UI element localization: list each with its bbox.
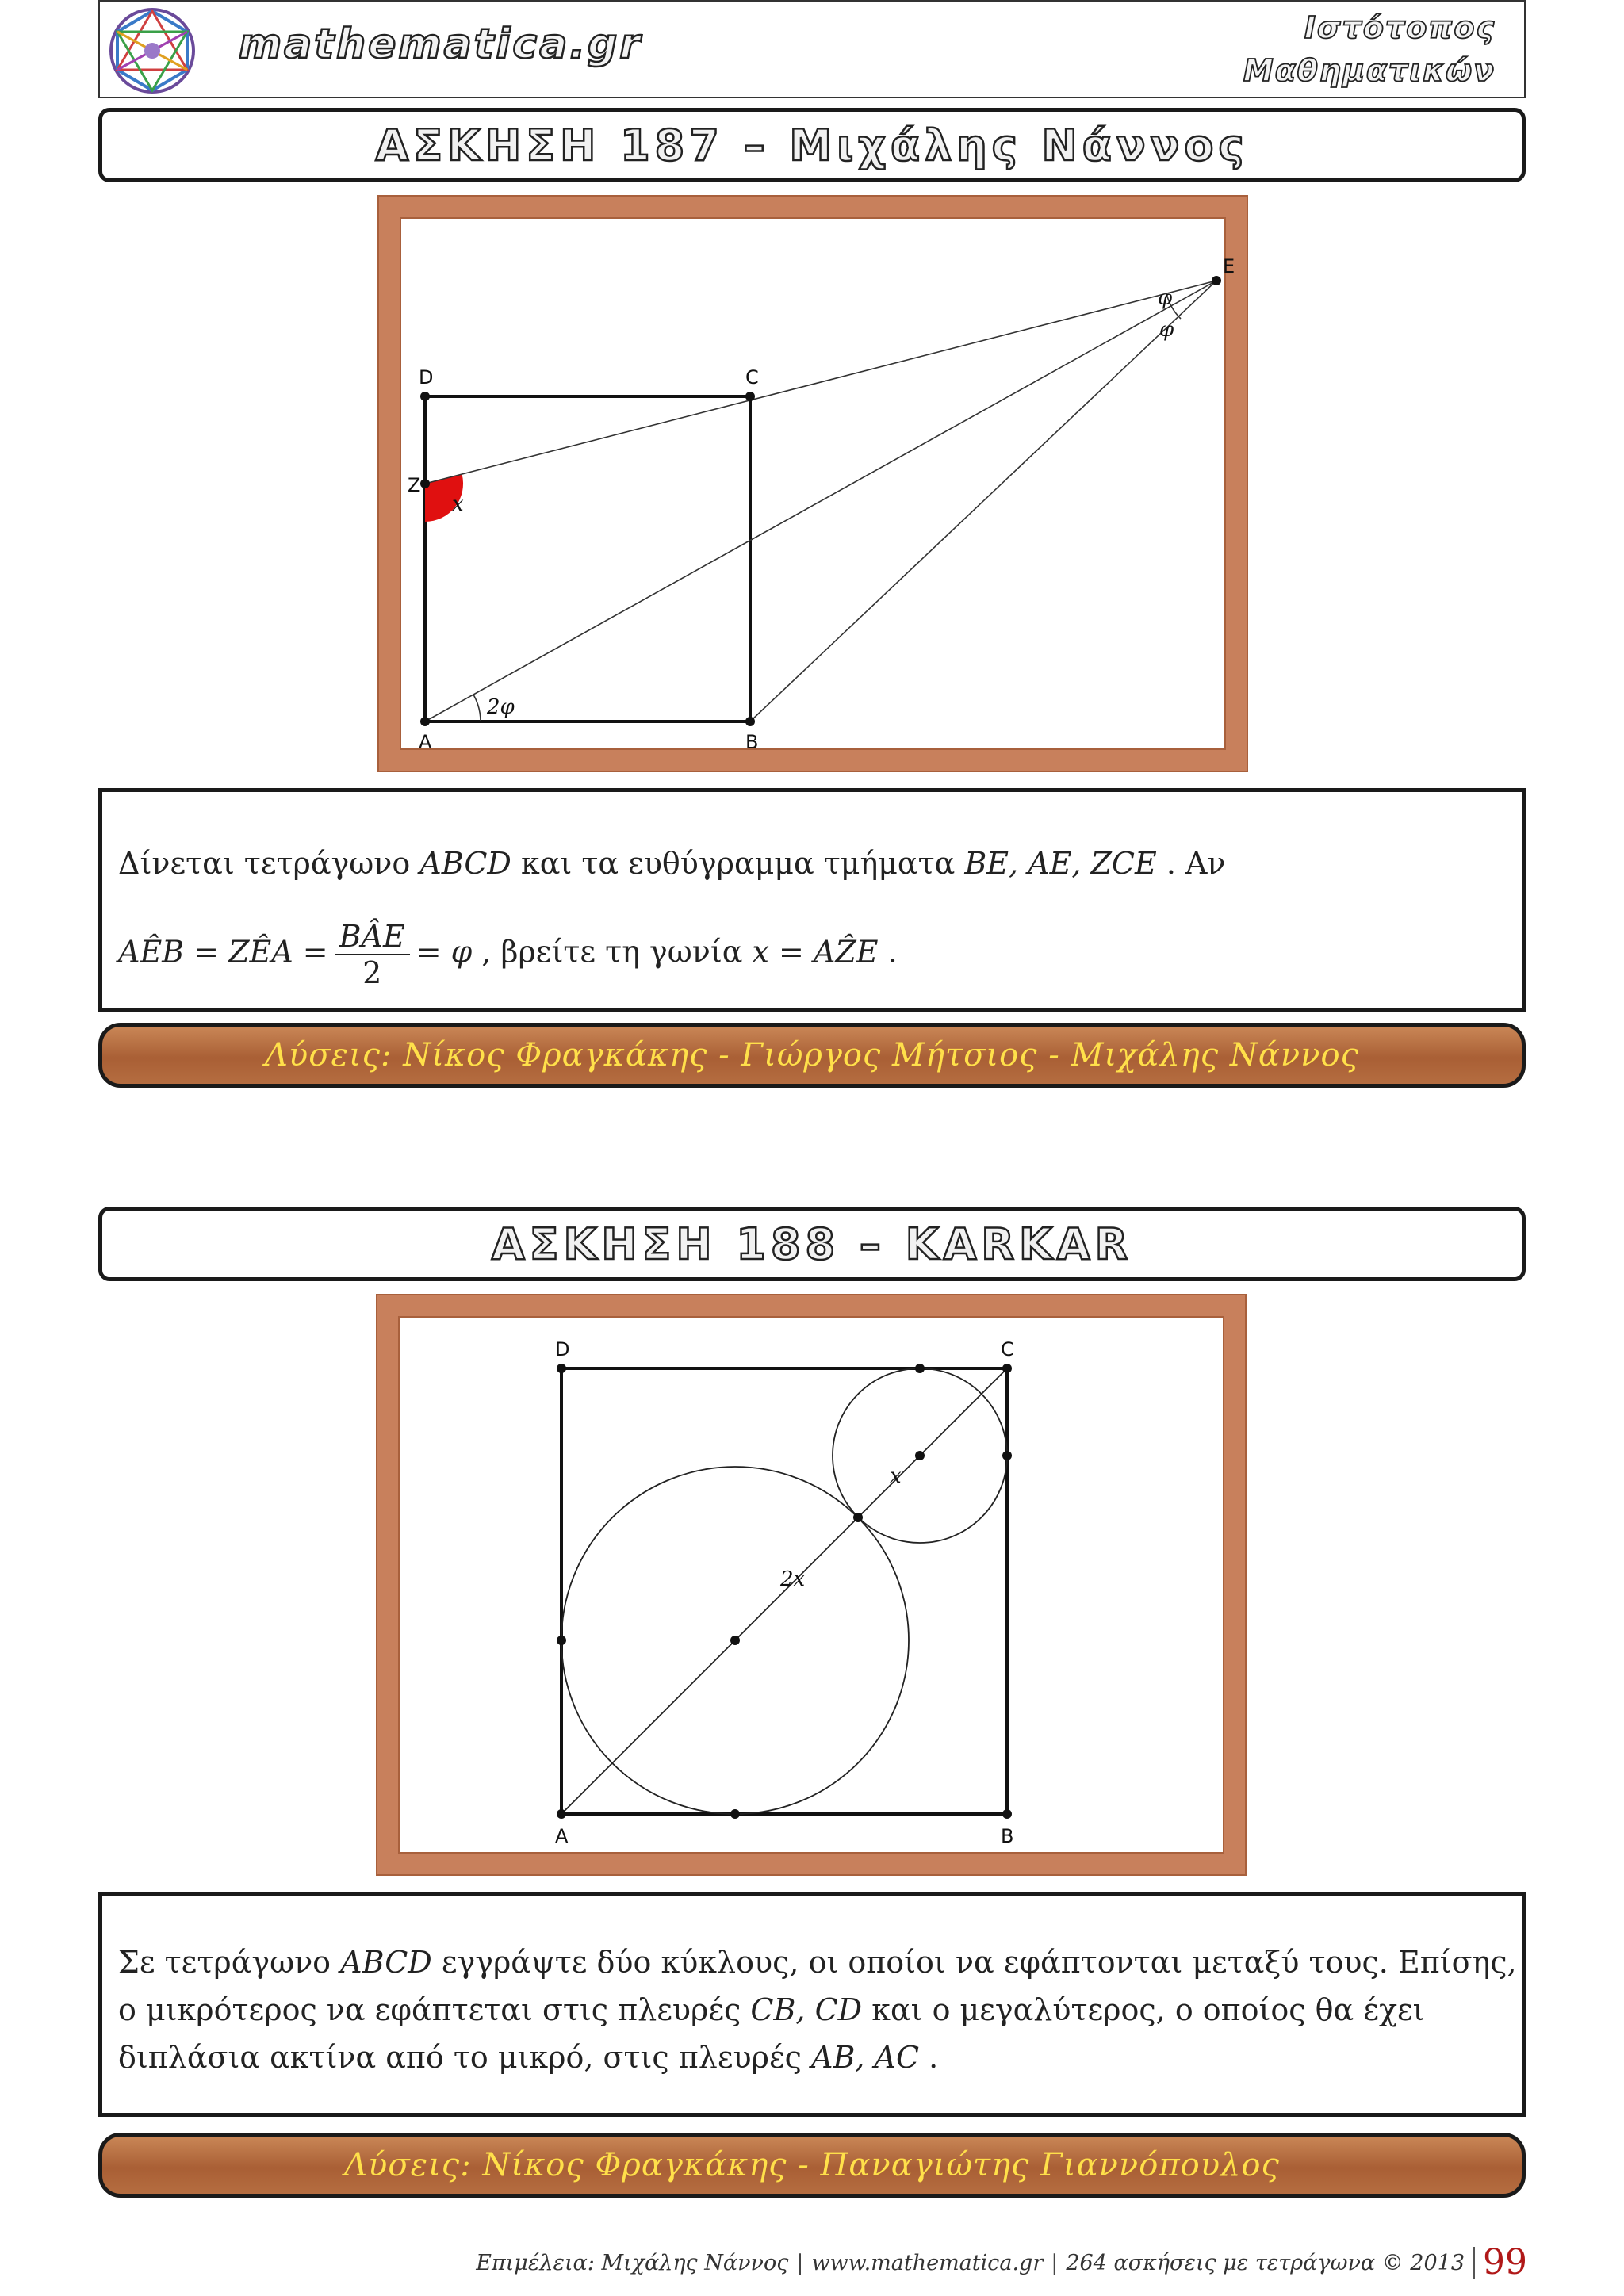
exercise-188-line2: [118, 1992, 1425, 2027]
tangency-point: [853, 1513, 863, 1522]
label-d: D: [555, 1338, 570, 1360]
exercise-187-solutions: Λύσεις: Νίκος Φραγκάκης - Γιώργος Μήτσιος - Μιχάλης Νάννος: [265, 1037, 1359, 1073]
footer-separator: |: [1051, 2250, 1059, 2275]
page-footer: [476, 2242, 1527, 2283]
angle-2phi-arc: [473, 695, 481, 721]
site-title-line1: Ιστότοπος: [1304, 10, 1496, 45]
diagonal-ac: [561, 1368, 1007, 1814]
exercise-188-title: ΑΣΚΗΣΗ 188 – KARKAR: [491, 1219, 1133, 1269]
footer-separator: |: [796, 2250, 804, 2275]
math-angle-equation: AÊB = ZÊA =: [118, 934, 328, 970]
text-fragment: Σε τετράγωνο: [118, 1945, 341, 1980]
text-fragment: . Αν: [1156, 846, 1226, 881]
math-phi: = φ: [416, 934, 473, 970]
math-sides: AB, AC: [811, 2040, 920, 2075]
site-title-line2: Μαθηματικών: [1243, 53, 1496, 88]
point-z: [420, 479, 430, 488]
label-phi-1: φ: [1158, 286, 1173, 310]
mathematica-logo-icon: [100, 2, 203, 100]
label-x: x: [452, 492, 464, 516]
text-fragment: .: [919, 2040, 939, 2075]
text-fragment: και τα ευθύγραμμα τμήματα: [511, 846, 965, 881]
exercise-188-line3: [118, 2040, 938, 2075]
math-segments: BE, AE, ZCE: [964, 846, 1157, 881]
exercise-187-line2: [118, 919, 898, 990]
text-fragment: , βρείτε τη γωνία: [472, 934, 753, 970]
point-d: [420, 392, 430, 401]
label-b: B: [745, 731, 759, 753]
label-c: C: [745, 366, 759, 388]
label-c: C: [1001, 1338, 1014, 1360]
label-b: B: [1001, 1825, 1014, 1847]
center-small: [915, 1451, 925, 1460]
exercise-188-title-box: [98, 1207, 1526, 1281]
text-fragment: .: [878, 934, 898, 970]
text-fragment: και ο μεγαλύτερος, ο οποίος θα έχει: [862, 1992, 1425, 2027]
point-b: [745, 717, 755, 726]
site-title: [1243, 6, 1496, 92]
exercise-188-diagram: [398, 1316, 1224, 1854]
text-fragment: εγγράψτε δύο κύκλους, οι οποίοι να εφάπτονται μεταξύ τους. Επίσης,: [431, 1945, 1517, 1980]
tangent-point-ad: [557, 1636, 566, 1645]
tangent-point-ab: [730, 1809, 740, 1819]
fraction-numerator: BÂE: [335, 919, 410, 955]
exercise-188-statement: [98, 1892, 1526, 2117]
math-target-angle: x = AẐE: [752, 934, 879, 970]
label-x: x: [890, 1464, 902, 1488]
segment-zce: [425, 281, 1216, 484]
point-b: [1002, 1809, 1012, 1819]
exercise-187-title-box: [98, 108, 1526, 182]
angle-phi-arc-2: [1171, 306, 1181, 319]
exercise-188-line1: [118, 1945, 1517, 1980]
label-a: A: [555, 1825, 569, 1847]
footer-site-link[interactable]: www.mathematica.gr: [811, 2250, 1044, 2275]
exercise-188-solutions-bar: [98, 2133, 1526, 2198]
exercise-187-diagram: [400, 217, 1235, 753]
exercise-188-figure: [377, 1295, 1245, 1874]
math-square-name: ABCD: [340, 1945, 432, 1980]
square-abcd: [425, 396, 750, 721]
exercise-187-title: ΑΣΚΗΣΗ 187 – Μιχάλης Νάννος: [375, 120, 1249, 170]
label-d: D: [419, 366, 434, 388]
point-d: [557, 1364, 566, 1373]
point-a: [557, 1809, 566, 1819]
point-a: [420, 717, 430, 726]
center-large: [730, 1636, 740, 1645]
label-phi-2: φ: [1159, 318, 1174, 342]
point-e: [1212, 276, 1221, 285]
text-fragment: ο μικρότερος να εφάπτεται στις πλευρές: [118, 1992, 751, 2027]
text-fragment: διπλάσια ακτίνα από το μικρό, στις πλευρές: [118, 2040, 811, 2075]
label-2x: 2x: [780, 1567, 806, 1591]
fraction-denominator: 2: [362, 955, 382, 990]
label-z: Z: [408, 474, 421, 496]
point-c: [745, 392, 755, 401]
tangent-point-cb: [1002, 1451, 1012, 1460]
exercise-187-line1: [118, 846, 1226, 881]
point-c: [1002, 1364, 1012, 1373]
text-fragment: Δίνεται τετράγωνο: [118, 846, 420, 881]
exercise-187-statement: [98, 788, 1526, 1012]
math-fraction: [335, 919, 410, 990]
math-square-name: ABCD: [419, 846, 511, 881]
label-a: A: [419, 731, 432, 753]
footer-book: 264 ασκήσεις με τετράγωνα © 2013: [1066, 2250, 1465, 2275]
page-header: [98, 0, 1526, 98]
footer-editor: Επιμέλεια: Μιχάλης Νάννος: [476, 2250, 789, 2275]
label-e: E: [1223, 255, 1235, 277]
page-number: 99: [1473, 2247, 1527, 2279]
brand-name: mathematica.gr: [239, 21, 642, 68]
label-2phi: 2φ: [487, 695, 515, 719]
exercise-187-solutions-bar: [98, 1023, 1526, 1088]
math-sides: CB, CD: [750, 1992, 863, 2027]
exercise-188-solutions: Λύσεις: Νίκος Φραγκάκης - Παναγιώτης Γιαννόπουλος: [344, 2147, 1280, 2183]
tangent-point-cd: [915, 1364, 925, 1373]
exercise-187-figure: [379, 197, 1247, 771]
